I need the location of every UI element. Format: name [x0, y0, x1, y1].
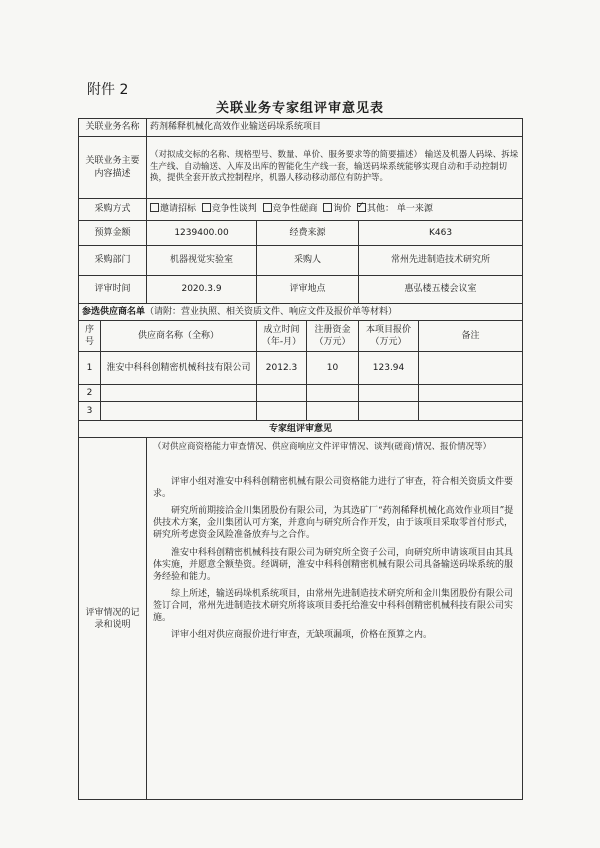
- dept-value: 机器视觉实验室: [147, 246, 257, 276]
- row-suppliers-heading: [79, 304, 523, 321]
- procurement-method-label: 采购方式: [79, 199, 147, 221]
- col-quote-header: 本项目报价（万元）: [359, 321, 419, 352]
- row-opinion-heading: [79, 421, 523, 438]
- supplier-founded: 2012.3: [257, 352, 307, 385]
- supplier-capital: [307, 402, 359, 421]
- opinion-paragraph: 评审小组对淮安中科科创精密机械有限公司资格能力进行了审查，符合相关资质文件要求。: [153, 476, 514, 500]
- supplier-quote: 123.94: [359, 352, 419, 385]
- review-time-value: 2020.3.9: [147, 276, 257, 304]
- opinion-paragraph: 评审小组对供应商报价进行审查，无缺项漏项，价格在预算之内。: [171, 630, 433, 641]
- funding-source-label: 经费来源: [257, 221, 359, 246]
- supplier-capital: 10: [307, 352, 359, 385]
- col-founded-header: 成立时间（年-月）: [257, 321, 307, 352]
- opinion-paragraph: 研究所前期接洽金川集团股份有限公司，为其选矿厂“药剂稀释机械化高效作业项目”提供技术方案，金川集团认可方案，并意向与研究所合作开发，由于该项目采取零首付形式，研究所考虑资金风险准备放弃与之合作。: [153, 506, 514, 541]
- funding-source-value: K463: [359, 221, 523, 246]
- option-negotiation-label: 竞争性谈判: [211, 204, 257, 215]
- supplier-no: 2: [79, 385, 101, 402]
- supplier-name: 淮安中科科创精密机械科技有限公司: [101, 352, 257, 385]
- review-form-table: [78, 118, 523, 800]
- table-row: [79, 402, 523, 421]
- opinion-note: （对供应商资格能力审查情况、供应商响应文件评审情况、谈判(磋商)情况、报价情况等）: [153, 442, 492, 453]
- supplier-remark: [419, 352, 523, 385]
- business-content-value: 输送及机器人码垛、拆垛生产线、自动输送、入库及出库的智能化生产线一套，输送码垛系统能够实现自动和手动控制切换，提供全套开放式控制程序，机器人移动移动部位有防护等。: [150, 150, 519, 184]
- suppliers-heading: 参选供应商名单: [82, 307, 146, 317]
- review-place-value: 惠弘楼五楼会议室: [359, 276, 523, 304]
- checkbox-inquiry[interactable]: [323, 203, 332, 212]
- budget-value: 1239400.00: [147, 221, 257, 246]
- row-opinion: [79, 438, 523, 800]
- option-other-value: 单一来源: [396, 204, 433, 215]
- review-place-label: 评审地点: [257, 276, 359, 304]
- col-remark-header: 备注: [419, 321, 523, 352]
- purchaser-label: 采购人: [257, 246, 359, 276]
- table-row: [79, 352, 523, 385]
- checkbox-negotiation[interactable]: [202, 203, 211, 212]
- supplier-name: [101, 402, 257, 421]
- checkbox-consultation[interactable]: [263, 203, 272, 212]
- opinion-paragraph: 淮安中科科创精密机械科技有限公司为研究所全资子公司，向研究所申请该项目由其具体实施，并愿意全额垫资。经调研，淮安中科科创精密机械有限公司具备输送码垛系统的服务经验和能力。: [153, 547, 514, 582]
- business-name-value: 药剂稀释机械化高效作业输送码垛系统项目: [147, 119, 523, 137]
- row-budget: [79, 221, 523, 246]
- option-consultation-label: 竞争性磋商: [272, 204, 318, 215]
- supplier-no: 1: [79, 352, 101, 385]
- suppliers-heading-note: （请附：营业执照、相关资质文件、响应文件及报价单等材料）: [145, 307, 398, 317]
- option-other-label: 其他：: [367, 204, 395, 215]
- page-title: 关联业务专家组评审意见表: [215, 101, 384, 116]
- supplier-remark: [419, 385, 523, 402]
- budget-label: 预算金额: [79, 221, 147, 246]
- supplier-quote: [359, 385, 419, 402]
- purchaser-value: 常州先进制造技术研究所: [359, 246, 523, 276]
- business-content-note: （对拟成交标的名称、规格型号、数量、单价、服务要求等的简要描述）: [150, 150, 423, 161]
- option-invite-label: 邀请招标: [160, 204, 197, 215]
- option-inquiry-label: 询价: [333, 204, 352, 215]
- business-name-label: 关联业务名称: [79, 119, 147, 137]
- business-content-label: 关联业务主要内容描述: [79, 137, 147, 199]
- supplier-remark: [419, 402, 523, 421]
- supplier-quote: [359, 402, 419, 421]
- supplier-founded: [257, 402, 307, 421]
- col-capital-header: 注册资金（万元）: [307, 321, 359, 352]
- opinion-content: [147, 438, 523, 800]
- procurement-method-options: [147, 199, 523, 221]
- row-procurement-method: [79, 199, 523, 221]
- attachment-label: 附件 2: [87, 82, 129, 98]
- supplier-capital: [307, 385, 359, 402]
- dept-label: 采购部门: [79, 246, 147, 276]
- row-review-time: [79, 276, 523, 304]
- supplier-founded: [257, 385, 307, 402]
- review-time-label: 评审时间: [79, 276, 147, 304]
- opinion-paragraph: 综上所述，输送码垛机系统项目，由常州先进制造技术研究所和金川集团股份有限公司签订合同，常州先进制造技术研究所将该项目委托给淮安中科科创精密机械科技有限公司实施。: [153, 589, 514, 624]
- supplier-name: [101, 385, 257, 402]
- suppliers-header-row: [79, 321, 523, 352]
- checkbox-other[interactable]: [357, 203, 366, 212]
- opinion-heading: 专家组评审意见: [79, 421, 523, 438]
- col-name-header: 供应商名称（全称）: [101, 321, 257, 352]
- suppliers-heading-cell: [79, 304, 523, 321]
- row-dept: [79, 246, 523, 276]
- supplier-no: 3: [79, 402, 101, 421]
- row-business-name: [79, 119, 523, 137]
- business-content-cell: [147, 137, 523, 199]
- opinion-label: 评审情况的记录和说明: [79, 438, 147, 800]
- checkbox-invite[interactable]: [150, 203, 159, 212]
- table-row: [79, 385, 523, 402]
- row-business-content: [79, 137, 523, 199]
- col-no-header: 序号: [79, 321, 101, 352]
